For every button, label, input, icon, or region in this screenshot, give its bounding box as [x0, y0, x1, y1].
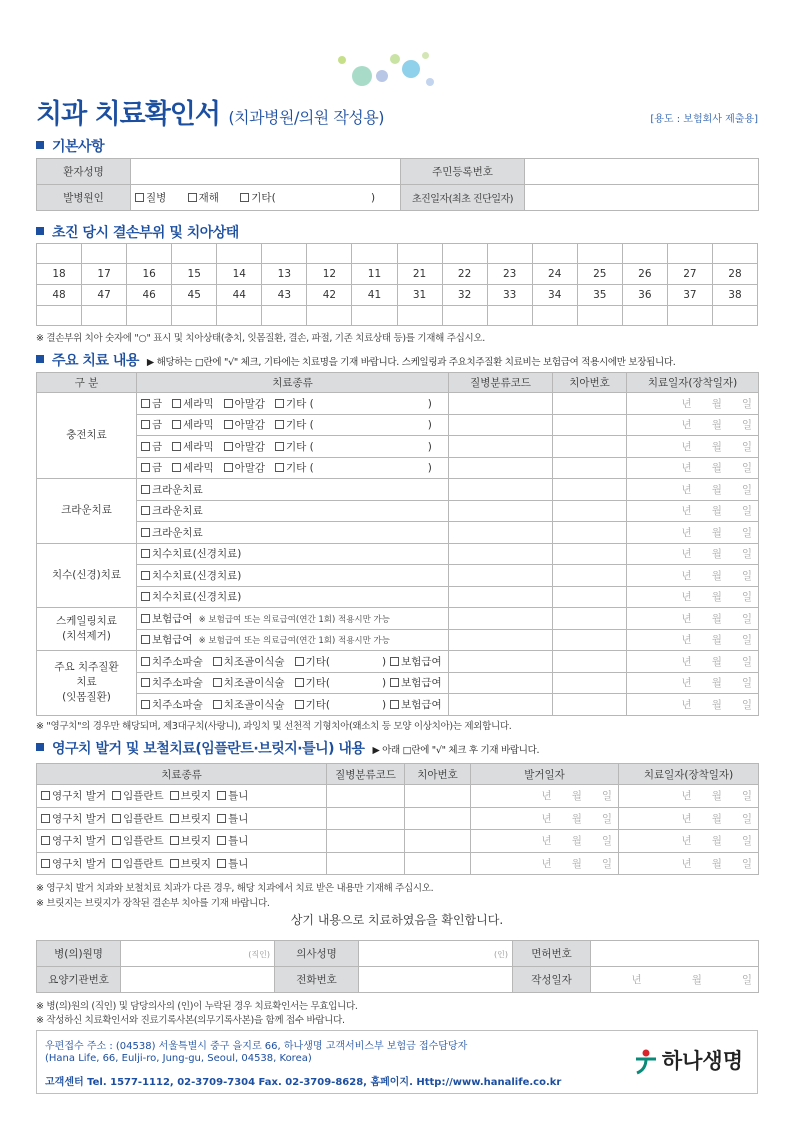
treatment-date-field[interactable]: 년 월 일 — [627, 629, 759, 651]
disease-code-field[interactable] — [449, 565, 553, 587]
disease-code-field[interactable] — [449, 586, 553, 608]
prosth-header: 치아번호 — [405, 764, 471, 785]
checkbox[interactable] — [112, 791, 121, 800]
tooth-number[interactable]: 21 — [397, 264, 442, 285]
treatment-row — [37, 479, 759, 501]
tooth-status-cell[interactable] — [172, 244, 217, 264]
tooth-number[interactable]: 27 — [667, 264, 712, 285]
checkbox[interactable] — [172, 463, 181, 472]
disease-code-field[interactable] — [449, 500, 553, 522]
license-field[interactable] — [591, 941, 759, 967]
treatment-row — [37, 522, 759, 544]
tooth-status-cell[interactable] — [307, 306, 352, 326]
tooth-number[interactable]: 15 — [172, 264, 217, 285]
checkbox[interactable] — [390, 678, 399, 687]
resident-no-label: 주민등록번호 — [401, 159, 525, 185]
tooth-number[interactable]: 13 — [262, 264, 307, 285]
treatment-date-field[interactable]: 년 월 일 — [627, 457, 759, 479]
scaling-note: ※ 보험급여 또는 의료급여(연간 1회) 적용시만 가능 — [198, 636, 390, 647]
tooth-number-field[interactable] — [405, 852, 471, 875]
extraction-date-field[interactable]: 년 월 일 — [471, 785, 619, 808]
treatment-row — [37, 414, 759, 436]
treatment-options: 금 세라믹 아말감 기타 ( ) — [137, 393, 449, 415]
treatment-options: 치주소파술 치조골이식술 기타( ) 보험급여 — [137, 651, 449, 673]
patient-name-label: 환자성명 — [37, 159, 131, 185]
decorative-dots — [330, 48, 440, 98]
prosth-header: 치료종류 — [37, 764, 327, 785]
treatment-row — [37, 694, 759, 716]
treatment-options: 치수치료(신경치료) — [137, 586, 449, 608]
footer-address: 우편접수 주소 : (04538) 서울특별시 중구 을지로 66, 하나생명 고객서비스부 보험금 접수담당자 — [45, 1041, 468, 1052]
checkbox[interactable] — [172, 420, 181, 429]
hospital-field[interactable] — [121, 941, 275, 967]
prosth-table — [36, 763, 759, 875]
treatment-date-field[interactable]: 년 월 일 — [627, 393, 759, 415]
cause-label: 발병원인 — [37, 185, 131, 211]
checkbox[interactable] — [224, 442, 233, 451]
prosth-options: 영구치 발거 임플란트 브릿지 틀니 — [37, 785, 327, 808]
treatment-row — [37, 629, 759, 651]
checkbox[interactable] — [295, 678, 304, 687]
disease-code-field[interactable] — [327, 807, 405, 830]
doctor-label: 의사성명 — [275, 941, 359, 967]
tooth-status-cell[interactable] — [577, 244, 622, 264]
tooth-status-cell[interactable] — [82, 244, 127, 264]
first-visit-label: 초진일자(최초 진단일자) — [401, 185, 525, 211]
page-subtitle: (치과병원/의원 작성용) — [228, 108, 384, 127]
scaling-note: ※ 보험급여 또는 의료급여(연간 1회) 적용시만 가능 — [198, 614, 390, 625]
tooth-number[interactable]: 33 — [487, 285, 532, 306]
disease-code-field[interactable] — [449, 522, 553, 544]
treatment-date-field[interactable]: 년 월 일 — [627, 672, 759, 694]
footer-box — [36, 1030, 758, 1094]
section-prosth-title: 영구치 발거 및 보철치료(임플란트·브릿지·틀니) 내용 ▶ 아래 □란에 "√" 체크 후 기재 바랍니다. — [36, 738, 539, 758]
tooth-number[interactable]: 43 — [262, 285, 307, 306]
treatment-options: 치수치료(신경치료) — [137, 565, 449, 587]
treatment-row — [37, 393, 759, 415]
checkbox[interactable] — [295, 700, 304, 709]
prosth-header: 치료일자(장착일자) — [619, 764, 759, 785]
checkbox[interactable] — [240, 193, 249, 202]
treatment-row — [37, 436, 759, 458]
institution-field[interactable] — [121, 967, 275, 993]
treatment-date-field[interactable]: 년 월 일 — [627, 565, 759, 587]
tooth-number[interactable]: 11 — [352, 264, 397, 285]
tooth-status-cell[interactable] — [127, 244, 172, 264]
tooth-number[interactable]: 26 — [622, 264, 667, 285]
checkbox[interactable] — [275, 399, 284, 408]
treatment-date-field[interactable]: 년 월 일 — [627, 651, 759, 673]
tooth-status-cell[interactable] — [352, 306, 397, 326]
tooth-status-cell[interactable] — [712, 306, 757, 326]
checkbox[interactable] — [170, 814, 179, 823]
tooth-number[interactable]: 41 — [352, 285, 397, 306]
checkbox[interactable] — [295, 657, 304, 666]
tooth-number[interactable]: 48 — [37, 285, 82, 306]
tooth-status-cell[interactable] — [712, 244, 757, 264]
prosth-options: 영구치 발거 임플란트 브릿지 틀니 — [37, 852, 327, 875]
tooth-status-cell[interactable] — [532, 244, 577, 264]
checkbox[interactable] — [217, 791, 226, 800]
tooth-number[interactable]: 23 — [487, 264, 532, 285]
treatment-date-field[interactable]: 년 월 일 — [627, 522, 759, 544]
tooth-status-cell[interactable] — [397, 306, 442, 326]
checkbox[interactable] — [112, 836, 121, 845]
tooth-status-cell[interactable] — [622, 306, 667, 326]
prosth-note-2: ※ 브릿지는 브릿지가 장착된 결손부 치아를 기재 바랍니다. — [36, 898, 270, 909]
treatment-group-label: 스케일링치료 (치석제거) — [37, 608, 137, 651]
checkbox[interactable] — [170, 836, 179, 845]
checkbox[interactable] — [141, 399, 150, 408]
checkbox[interactable] — [141, 592, 150, 601]
tooth-number[interactable]: 12 — [307, 264, 352, 285]
checkbox[interactable] — [141, 549, 150, 558]
usage-label: [용도 : 보험회사 제출용] — [650, 114, 758, 125]
tooth-number[interactable]: 25 — [577, 264, 622, 285]
treatment-header: 치아번호 — [553, 373, 627, 393]
doctor-seal-mark: (인) — [494, 949, 508, 959]
treatment-group-label: 치수(신경)치료 — [37, 543, 137, 608]
extraction-date-field[interactable]: 년 월 일 — [471, 807, 619, 830]
tooth-number[interactable]: 31 — [397, 285, 442, 306]
tooth-status-cell[interactable] — [442, 306, 487, 326]
tooth-status-cell[interactable] — [667, 306, 712, 326]
treatment-date-field[interactable]: 년 월 일 — [619, 852, 759, 875]
disease-code-field[interactable] — [449, 414, 553, 436]
treatment-options: 보험급여 ※ 보험급여 또는 의료급여(연간 1회) 적용시만 가능 — [137, 608, 449, 630]
prosth-section-note: ▶ 아래 □란에 "√" 체크 후 기재 바랍니다. — [372, 745, 540, 756]
tooth-number[interactable]: 45 — [172, 285, 217, 306]
tooth-status-cell[interactable] — [217, 244, 262, 264]
checkbox[interactable] — [141, 506, 150, 515]
treatment-date-field[interactable]: 년 월 일 — [627, 479, 759, 501]
tooth-number[interactable]: 17 — [82, 264, 127, 285]
treatment-options: 보험급여 ※ 보험급여 또는 의료급여(연간 1회) 적용시만 가능 — [137, 629, 449, 651]
checkbox[interactable] — [170, 791, 179, 800]
disease-code-field[interactable] — [449, 694, 553, 716]
confirm-table — [36, 940, 759, 993]
treatment-row — [37, 586, 759, 608]
treatment-table — [36, 372, 759, 716]
checkbox[interactable] — [41, 836, 50, 845]
treatment-options: 치주소파술 치조골이식술 기타( ) 보험급여 — [137, 694, 449, 716]
tooth-status-cell[interactable] — [217, 306, 262, 326]
tooth-status-cell[interactable] — [37, 306, 82, 326]
tooth-status-cell[interactable] — [667, 244, 712, 264]
checkbox[interactable] — [188, 193, 197, 202]
tooth-status-cell[interactable] — [82, 306, 127, 326]
disease-code-field[interactable] — [449, 436, 553, 458]
prosth-row — [37, 852, 759, 875]
treatment-options: 금 세라믹 아말감 기타 ( ) — [137, 414, 449, 436]
resident-no-field[interactable] — [525, 159, 759, 185]
tooth-number-field[interactable] — [553, 694, 627, 716]
tooth-status-cell[interactable] — [487, 306, 532, 326]
disease-code-field[interactable] — [449, 629, 553, 651]
phone-field[interactable] — [359, 967, 513, 993]
tooth-number-field[interactable] — [553, 436, 627, 458]
checkbox[interactable] — [172, 442, 181, 451]
checkbox[interactable] — [141, 485, 150, 494]
confirm-note-2: ※ 작성하신 치료확인서와 진료기록사본(의무기록사본)을 함께 접수 바랍니다. — [36, 1015, 345, 1026]
checkbox[interactable] — [141, 463, 150, 472]
checkbox[interactable] — [217, 836, 226, 845]
treatment-row — [37, 457, 759, 479]
treatment-date-field[interactable]: 년 월 일 — [619, 785, 759, 808]
disease-code-field[interactable] — [449, 543, 553, 565]
treatment-date-field[interactable]: 년 월 일 — [627, 436, 759, 458]
checkbox[interactable] — [224, 399, 233, 408]
disease-code-field[interactable] — [449, 479, 553, 501]
checkbox[interactable] — [141, 657, 150, 666]
tooth-number[interactable]: 34 — [532, 285, 577, 306]
tooth-number-field[interactable] — [553, 672, 627, 694]
tooth-number[interactable]: 37 — [667, 285, 712, 306]
treatment-date-field[interactable]: 년 월 일 — [627, 414, 759, 436]
treatment-header: 치료일자(장착일자) — [627, 373, 759, 393]
tooth-status-cell[interactable] — [487, 244, 532, 264]
treatment-date-field[interactable]: 년 월 일 — [627, 500, 759, 522]
checkbox[interactable] — [141, 420, 150, 429]
prosth-row — [37, 785, 759, 808]
treatment-options: 크라운치료 — [137, 500, 449, 522]
tooth-status-cell[interactable] — [262, 244, 307, 264]
treatment-row — [37, 672, 759, 694]
tooth-number[interactable]: 44 — [217, 285, 262, 306]
tooth-number[interactable]: 22 — [442, 264, 487, 285]
checkbox[interactable] — [170, 859, 179, 868]
disease-code-field[interactable] — [449, 672, 553, 694]
treatment-group-label: 충전치료 — [37, 393, 137, 479]
tooth-number-field[interactable] — [553, 479, 627, 501]
disease-code-field[interactable] — [449, 457, 553, 479]
treatment-options: 금 세라믹 아말감 기타 ( ) — [137, 457, 449, 479]
checkbox[interactable] — [141, 700, 150, 709]
tooth-number[interactable]: 35 — [577, 285, 622, 306]
treatment-row — [37, 608, 759, 630]
confirm-statement: 상기 내용으로 치료하였음을 확인합니다. — [290, 913, 504, 927]
treatment-options: 크라운치료 — [137, 479, 449, 501]
treatment-note: ※ "영구치"의 경우만 해당되며, 제3대구치(사랑니), 과잉치 및 선천적 기형치아(왜소치 등 모양 이상치아)는 제외합니다. — [36, 721, 512, 732]
institution-label: 요양기관번호 — [37, 967, 121, 993]
extraction-date-field[interactable]: 년 월 일 — [471, 830, 619, 853]
tooth-number-field[interactable] — [553, 586, 627, 608]
checkbox[interactable] — [41, 791, 50, 800]
license-label: 면허번호 — [513, 941, 591, 967]
tooth-number[interactable]: 28 — [712, 264, 757, 285]
checkbox[interactable] — [141, 635, 150, 644]
prosth-row — [37, 830, 759, 853]
treatment-options: 크라운치료 — [137, 522, 449, 544]
treatment-date-field[interactable]: 년 월 일 — [619, 830, 759, 853]
treatment-group-label: 크라운치료 — [37, 479, 137, 544]
section-treatment-title: 주요 치료 내용 ▶ 해당하는 □란에 "√" 체크, 기타에는 치료명을 기재 바랍니다. 스케일링과 주요치주질환 치료비는 보험급여 적용시에만 보장됩니다. — [36, 350, 675, 370]
checkbox[interactable] — [112, 859, 121, 868]
treatment-row — [37, 651, 759, 673]
tooth-number-field[interactable] — [553, 565, 627, 587]
tooth-number-field[interactable] — [553, 414, 627, 436]
tooth-number-field[interactable] — [553, 393, 627, 415]
hospital-label: 병(의)원명 — [37, 941, 121, 967]
treatment-header: 구 분 — [37, 373, 137, 393]
treatment-row — [37, 543, 759, 565]
checkbox[interactable] — [390, 700, 399, 709]
disease-code-field[interactable] — [327, 830, 405, 853]
page-title: 치과 치료확인서 (치과병원/의원 작성용) — [36, 99, 384, 130]
treatment-header: 질병분류코드 — [449, 373, 553, 393]
date-label: 작성일자 — [513, 967, 591, 993]
treatment-options: 금 세라믹 아말감 기타 ( ) — [137, 436, 449, 458]
disease-code-field[interactable] — [327, 785, 405, 808]
treatment-row — [37, 500, 759, 522]
checkbox[interactable] — [213, 700, 222, 709]
tooth-number[interactable]: 14 — [217, 264, 262, 285]
cause-options: 질병 재해 기타( ) — [131, 185, 401, 211]
treatment-date-field[interactable]: 년 월 일 — [627, 694, 759, 716]
prosth-options: 영구치 발거 임플란트 브릿지 틀니 — [37, 807, 327, 830]
tooth-status-cell[interactable] — [127, 306, 172, 326]
checkbox[interactable] — [217, 814, 226, 823]
section-teeth-title: 초진 당시 결손부위 및 치아상태 — [36, 222, 239, 242]
tooth-status-cell[interactable] — [397, 244, 442, 264]
prosth-row — [37, 807, 759, 830]
treatment-row — [37, 565, 759, 587]
teeth-note: ※ 결손부위 치아 숫자에 "○" 표시 및 치아상태(충치, 잇몸질환, 결손, 파절, 기존 치료상태 등)를 기재해 주십시오. — [36, 333, 485, 344]
footer-contact: 고객센터 Tel. 1577-1112, 02-3709-7304 Fax. 02-3709-8628, 홈페이지. Http://www.hanalife.co.kr — [45, 1077, 562, 1088]
tooth-number-field[interactable] — [553, 522, 627, 544]
tooth-status-cell[interactable] — [622, 244, 667, 264]
hospital-seal-mark: (직인) — [248, 949, 270, 959]
tooth-number[interactable]: 16 — [127, 264, 172, 285]
checkbox[interactable] — [135, 193, 144, 202]
checkbox[interactable] — [141, 528, 150, 537]
tooth-number[interactable]: 38 — [712, 285, 757, 306]
tooth-number-field[interactable] — [553, 543, 627, 565]
tooth-status-cell[interactable] — [307, 244, 352, 264]
tooth-status-cell[interactable] — [532, 306, 577, 326]
tooth-number[interactable]: 32 — [442, 285, 487, 306]
tooth-status-cell[interactable] — [577, 306, 622, 326]
prosth-header: 발거일자 — [471, 764, 619, 785]
checkbox[interactable] — [141, 442, 150, 451]
tooth-status-cell[interactable] — [37, 244, 82, 264]
checkbox[interactable] — [217, 859, 226, 868]
treatment-section-note: ▶ 해당하는 □란에 "√" 체크, 기타에는 치료명을 기재 바랍니다. 스케일링과 주요치주질환 치료비는 보험급여 적용시에만 보장됩니다. — [146, 357, 676, 368]
teeth-table — [36, 243, 758, 326]
disease-code-field[interactable] — [327, 852, 405, 875]
checkbox[interactable] — [390, 657, 399, 666]
checkbox[interactable] — [275, 442, 284, 451]
section-basic-title: 기본사항 — [36, 136, 104, 156]
checkbox[interactable] — [213, 678, 222, 687]
basic-info-table — [36, 158, 759, 211]
tooth-number-field[interactable] — [405, 830, 471, 853]
tooth-number[interactable]: 36 — [622, 285, 667, 306]
checkbox[interactable] — [275, 463, 284, 472]
treatment-header: 치료종류 — [137, 373, 449, 393]
disease-code-field[interactable] — [449, 393, 553, 415]
checkbox[interactable] — [141, 571, 150, 580]
tooth-number-field[interactable] — [405, 807, 471, 830]
doctor-field[interactable] — [359, 941, 513, 967]
tooth-number[interactable]: 46 — [127, 285, 172, 306]
tooth-number[interactable]: 42 — [307, 285, 352, 306]
treatment-date-field[interactable]: 년 월 일 — [627, 543, 759, 565]
checkbox[interactable] — [141, 614, 150, 623]
tooth-number-field[interactable] — [405, 785, 471, 808]
prosth-note-1: ※ 영구치 발거 치과와 보철치료 치과가 다른 경우, 해당 치과에서 치료 받은 내용만 기재해 주십시오. — [36, 883, 434, 894]
hana-logo-icon — [634, 1049, 658, 1075]
confirm-note-1: ※ 병(의)원의 (직인) 및 담당의사의 (인)이 누락된 경우 치료확인서는 무효입니다. — [36, 1001, 358, 1012]
checkbox[interactable] — [224, 420, 233, 429]
disease-code-field[interactable] — [449, 651, 553, 673]
tooth-number-field[interactable] — [553, 608, 627, 630]
checkbox[interactable] — [141, 678, 150, 687]
footer-address-en: (Hana Life, 66, Eulji-ro, Jung-gu, Seoul, 04538, Korea) — [45, 1053, 312, 1064]
tooth-status-cell[interactable] — [442, 244, 487, 264]
checkbox[interactable] — [275, 420, 284, 429]
treatment-options: 치주소파술 치조골이식술 기타( ) 보험급여 — [137, 672, 449, 694]
date-field[interactable]: 년 월 일 — [591, 967, 759, 993]
tooth-status-cell[interactable] — [262, 306, 307, 326]
extraction-date-field[interactable]: 년 월 일 — [471, 852, 619, 875]
prosth-options: 영구치 발거 임플란트 브릿지 틀니 — [37, 830, 327, 853]
tooth-number-field[interactable] — [553, 629, 627, 651]
first-visit-field[interactable] — [525, 185, 759, 211]
checkbox[interactable] — [172, 399, 181, 408]
tooth-number[interactable]: 47 — [82, 285, 127, 306]
disease-code-field[interactable] — [449, 608, 553, 630]
tooth-number-field[interactable] — [553, 651, 627, 673]
phone-label: 전화번호 — [275, 967, 359, 993]
treatment-date-field[interactable]: 년 월 일 — [619, 807, 759, 830]
tooth-status-cell[interactable] — [352, 244, 397, 264]
tooth-status-cell[interactable] — [172, 306, 217, 326]
prosth-header: 질병분류코드 — [327, 764, 405, 785]
checkbox[interactable] — [213, 657, 222, 666]
hana-logo: 하나생명 — [634, 1045, 743, 1075]
tooth-number[interactable]: 18 — [37, 264, 82, 285]
treatment-date-field[interactable]: 년 월 일 — [627, 586, 759, 608]
checkbox[interactable] — [112, 814, 121, 823]
tooth-number[interactable]: 24 — [532, 264, 577, 285]
tooth-number-field[interactable] — [553, 457, 627, 479]
treatment-date-field[interactable]: 년 월 일 — [627, 608, 759, 630]
checkbox[interactable] — [41, 859, 50, 868]
checkbox[interactable] — [41, 814, 50, 823]
tooth-number-field[interactable] — [553, 500, 627, 522]
treatment-group-label: 주요 치주질환 치료 (잇몸질환) — [37, 651, 137, 716]
treatment-options: 치수치료(신경치료) — [137, 543, 449, 565]
checkbox[interactable] — [224, 463, 233, 472]
patient-name-field[interactable] — [131, 159, 401, 185]
